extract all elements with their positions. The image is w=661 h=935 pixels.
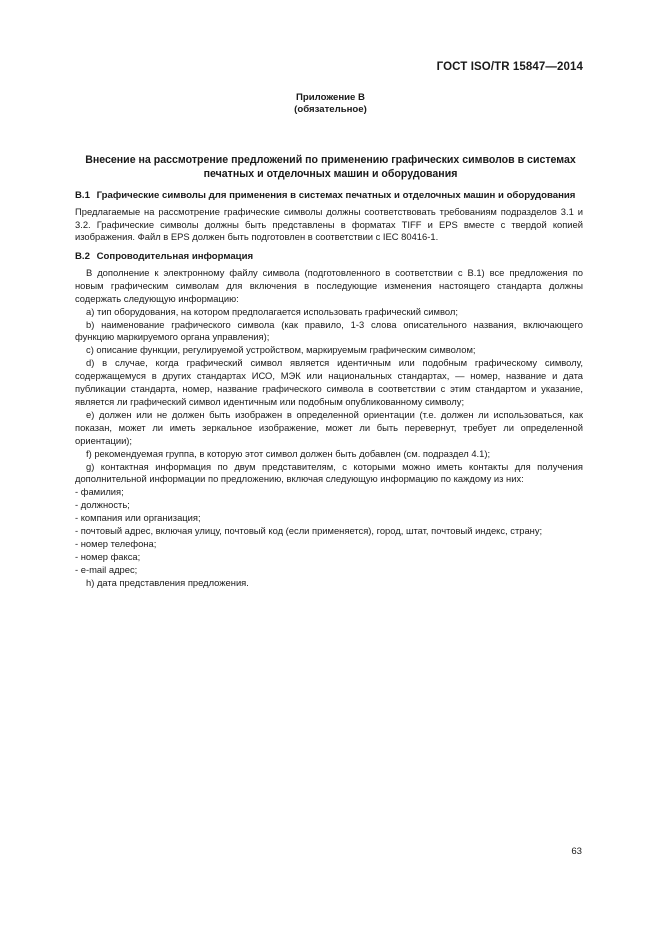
section-number: В.2 [75, 251, 90, 263]
section-heading-b1 [75, 190, 583, 203]
list-item: g) контактная информация по двум представителям, с которыми можно иметь контакты для получения дополнительной информации по предложению, включая следующую информацию по каждому из них: [75, 460, 583, 485]
contact-list-item: - номер телефона; [75, 537, 157, 549]
section-number: В.1 [75, 190, 90, 201]
annex-label-block [0, 92, 661, 116]
section-title: Графические символы для применения в системах печатных и отделочных машин и оборудования [96, 190, 576, 201]
annex-title [60, 154, 601, 181]
list-item: е) должен или не должен быть изображен в определенной ориентации (т.е. должен ли использоваться, как показан, может ли иметь зеркальное изображение, может ли быть перевернут, требует ли определенной ориентации); [75, 408, 583, 446]
list-item: d) в случае, когда графический символ является идентичным или подобным графическому символу, содержащемуся в других стандартах ИСО, МЭК или национальных стандартах, — номер, название и дата публикации стандарта, номер, название графического символа в соответствии с этим стандартом и указание, является ли графический символ идентичным или подобным опубликованному символу; [75, 357, 583, 407]
annex-title-line-1: Внесение на рассмотрение предложений по применению графических символов в системах [85, 154, 576, 166]
list-item: b) наименование графического символа (как правило, 1-3 слова описательного названия, включающего функцию маркируемого органа управления); [75, 318, 583, 343]
contact-list-item: - почтовый адрес, включая улицу, почтовый код (если применяется), город, штат, почтовый индекс, страну; [75, 525, 543, 537]
contact-list-item: - номер факса; [75, 550, 141, 562]
list-item-final: h) дата представления предложения. [86, 576, 249, 588]
contact-list-item: - должность; [75, 499, 130, 511]
annex-label: Приложение В [296, 92, 365, 103]
list-item: c) описание функции, регулируемой устройством, маркируемым графическим символом; [86, 344, 476, 356]
contact-list-item: - фамилия; [75, 486, 124, 498]
list-item: а) тип оборудования, на котором предполагается использовать графический символ; [86, 305, 458, 317]
contact-list-item: - компания или организация; [75, 512, 201, 524]
section-heading-b2 [75, 251, 583, 264]
section-title: Сопроводительная информация [96, 251, 254, 263]
list-item: f) рекомендуемая группа, в которую этот символ должен быть добавлен (см. подраздел 4.1); [86, 447, 491, 459]
annex-status: (обязательное) [294, 104, 367, 115]
section-b1-text-body: Предлагаемые на рассмотрение графические символы должны соответствовать требованиям подразделов 3.1 и 3.2. Графические символы должны быть представлены в форматах TIFF и EPS вместе с твердой копией изображения. Файл в EPS должен быть подготовлен в соответствии с IEC 80416-1. [75, 205, 583, 243]
section-b1-text [75, 206, 583, 245]
page-number: 63 [571, 846, 582, 857]
annex-title-line-2: печатных и отделочных машин и оборудования [203, 167, 458, 180]
section-gap [75, 244, 583, 251]
contact-list-item: - e-mail адрес; [75, 563, 138, 575]
section-b2-intro: В дополнение к электронному файлу символа (подготовленного в соответствии с В.1) все предложения по новым графическим символам для включения в последующие изменения настоящего стандарта должны содержать следующую информацию: [75, 266, 583, 304]
annex-content [75, 190, 583, 590]
document-code: ГОСТ ISO/TR 15847—2014 [436, 61, 583, 73]
